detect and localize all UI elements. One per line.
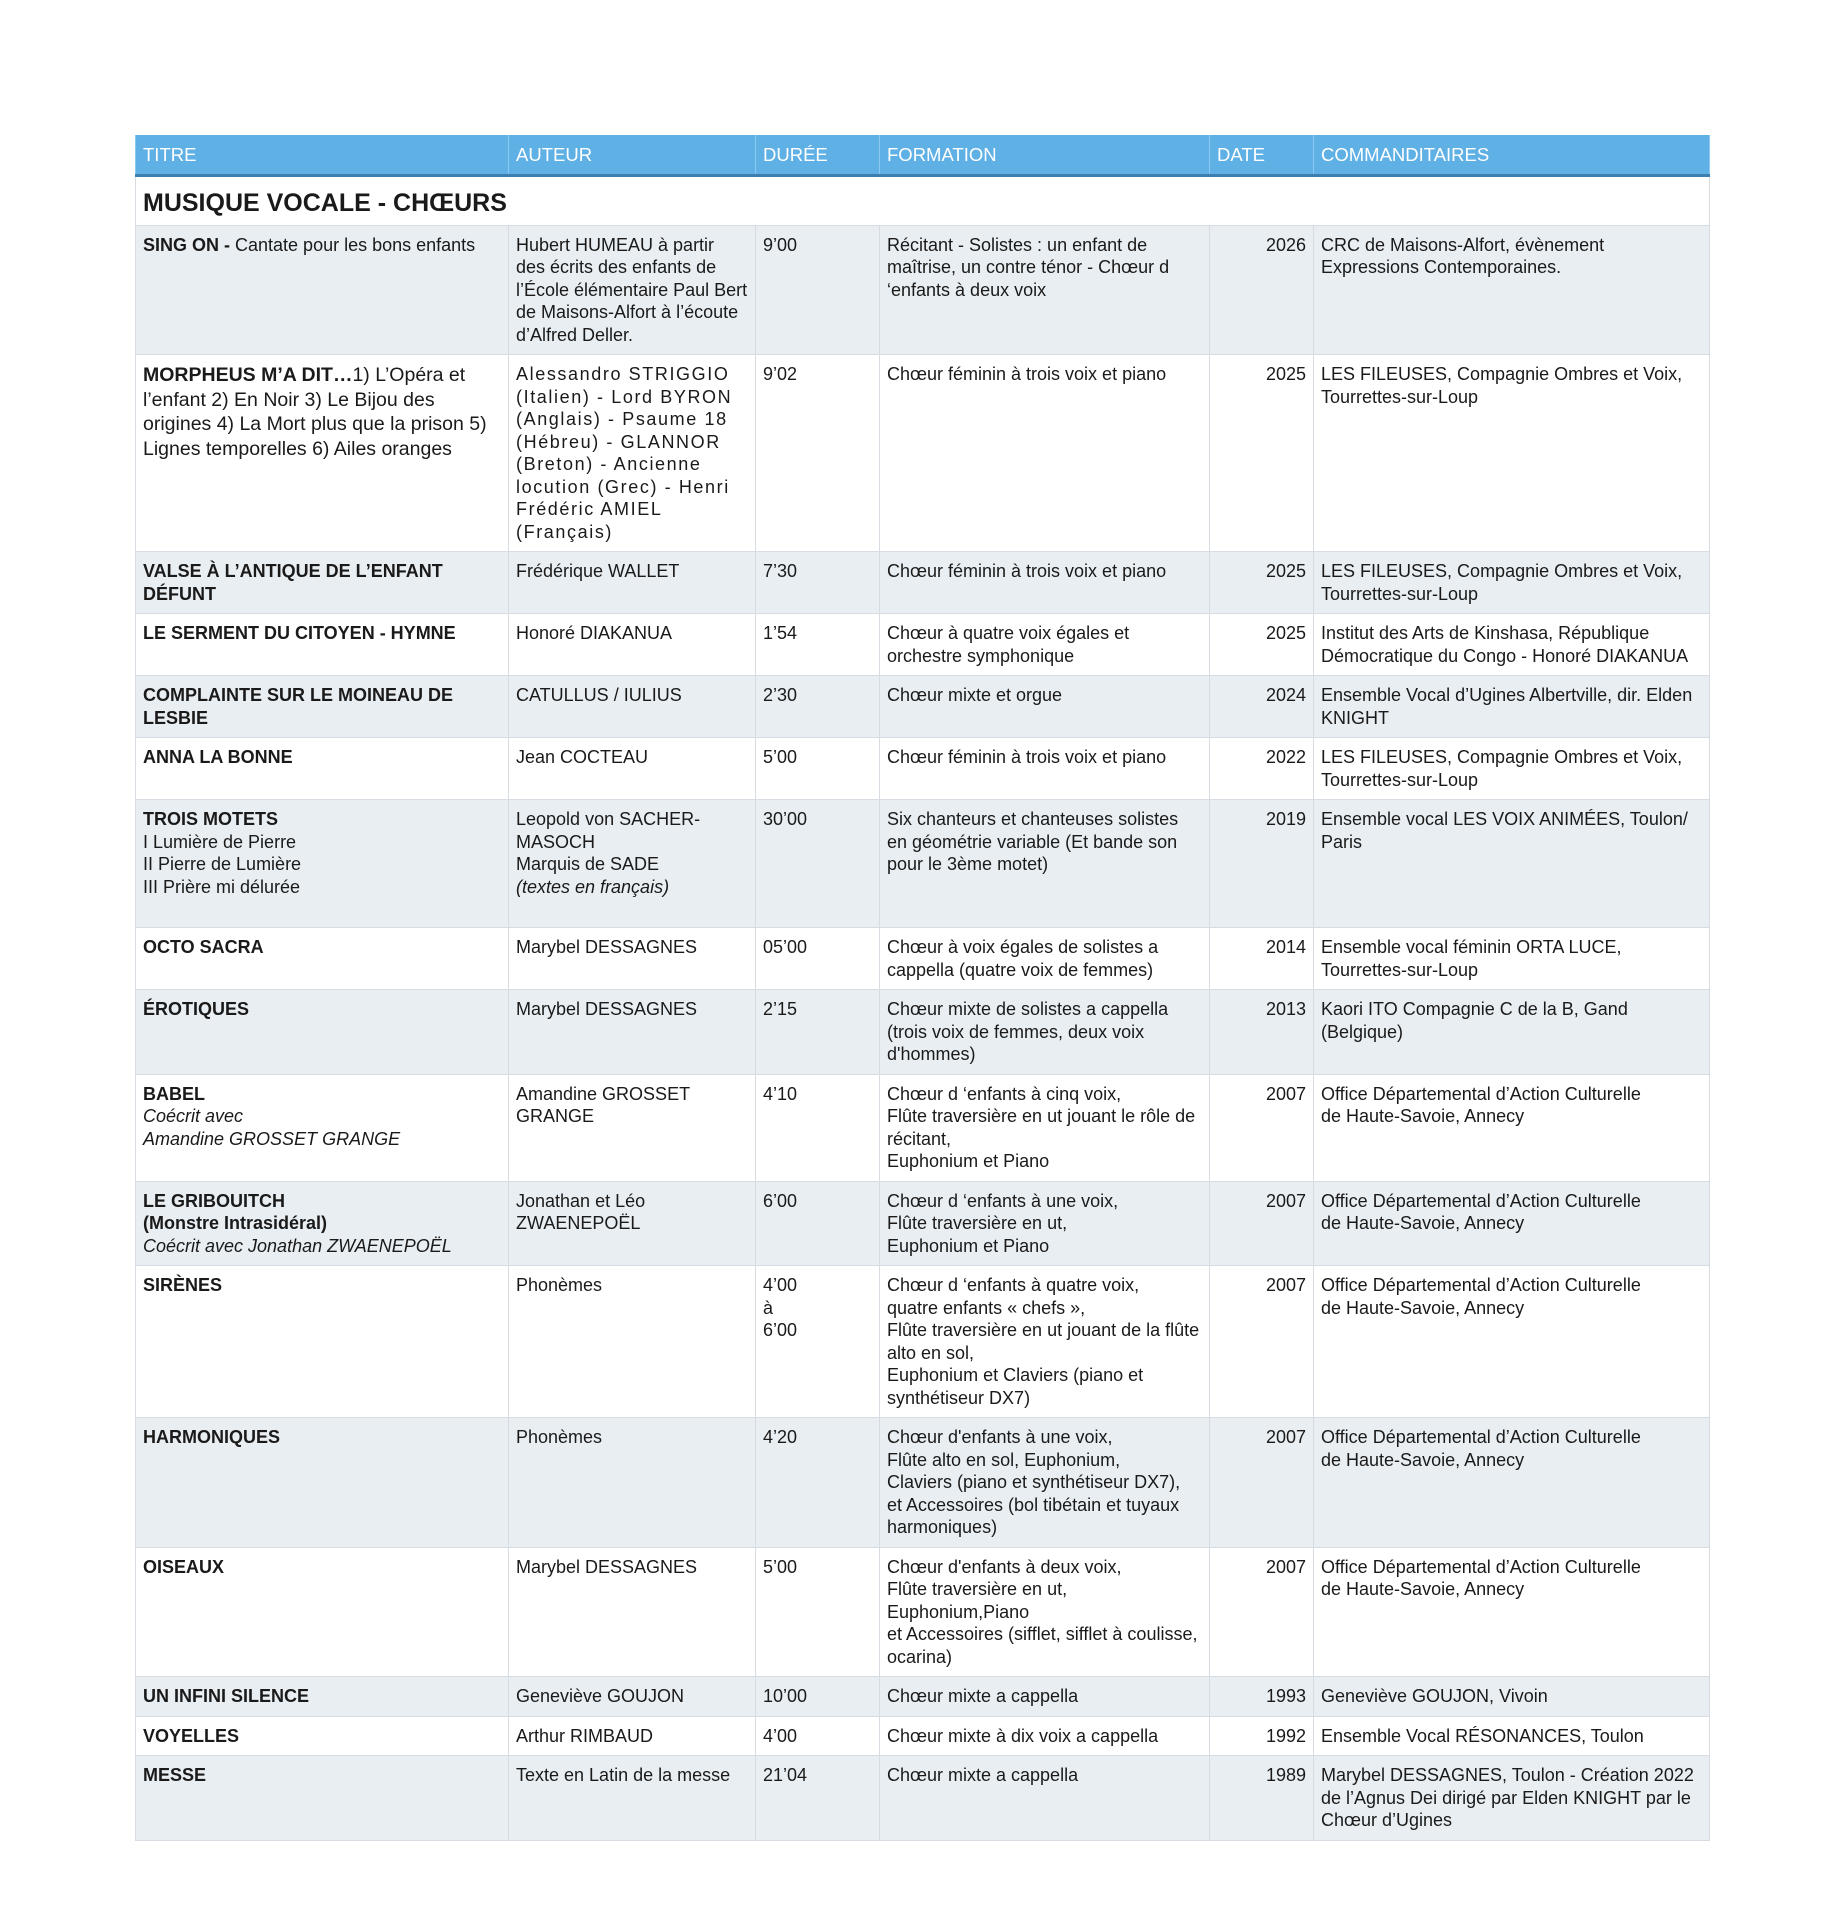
header-duree: DURÉE — [756, 135, 880, 175]
cell-formation: Chœur féminin à trois voix et piano — [880, 355, 1210, 552]
formation-line: Euphonium,Piano — [887, 1601, 1030, 1622]
table-row — [136, 1716, 1710, 1756]
table-row — [136, 1181, 1710, 1266]
table-row — [136, 355, 1710, 552]
cell-title: OCTO SACRA — [136, 928, 509, 990]
table-row — [136, 1418, 1710, 1548]
cell-author: Marybel DESSAGNES — [509, 928, 756, 990]
cell-duration: 4’00 — [756, 1716, 880, 1756]
cell-sponsor: Ensemble vocal féminin ORTA LUCE, Tourrettes-sur-Loup — [1314, 928, 1710, 990]
formation-line: quatre enfants « chefs », — [887, 1297, 1086, 1318]
table-row — [136, 676, 1710, 738]
cell-author: Honoré DIAKANUA — [509, 614, 756, 676]
duration-line: 6’00 — [763, 1320, 798, 1340]
title-bold: TROIS MOTETS — [143, 809, 278, 829]
formation-line: Claviers (piano et synthétiseur DX7), — [887, 1472, 1181, 1492]
cell-title: UN INFINI SILENCE — [136, 1677, 509, 1717]
cell-sponsor: Geneviève GOUJON, Vivoin — [1314, 1677, 1710, 1717]
title-bold: LE GRIBOUITCH — [143, 1190, 285, 1211]
sponsor-line: Office Départemental d’Action Culturelle — [1321, 1275, 1641, 1295]
cell-duration: 10’00 — [756, 1677, 880, 1717]
cell-formation — [880, 1266, 1210, 1418]
cell-author — [509, 800, 756, 928]
cell-title: ÉROTIQUES — [136, 990, 509, 1075]
cell-date: 2022 — [1210, 738, 1314, 800]
cell-title — [136, 1181, 509, 1266]
cell-sponsor: Ensemble vocal LES VOIX ANIMÉES, Toulon/ Paris — [1314, 800, 1710, 928]
cell-duration: 4’10 — [756, 1074, 880, 1181]
table-row — [136, 738, 1710, 800]
section-row — [136, 175, 1710, 225]
cell-duration — [756, 1266, 880, 1418]
cell-formation — [880, 1547, 1210, 1677]
cell-duration: 1’54 — [756, 614, 880, 676]
works-table — [135, 135, 1710, 1841]
cell-duration: 5’00 — [756, 738, 880, 800]
cell-date: 2007 — [1210, 1181, 1314, 1266]
cell-duration: 21’04 — [756, 1756, 880, 1841]
cell-title: VOYELLES — [136, 1716, 509, 1756]
cell-sponsor — [1314, 1418, 1710, 1548]
cell-author: Hubert HUMEAU à partir des écrits des enfants de l’École élémentaire Paul Bert de Maisons-Alfort à l’écoute d’Alfred Deller. — [509, 225, 756, 355]
header-titre: TITRE — [136, 135, 509, 175]
cell-sponsor — [1314, 1074, 1710, 1181]
cell-duration: 5’00 — [756, 1547, 880, 1677]
sponsor-line: de Haute-Savoie, Annecy — [1321, 1297, 1525, 1318]
cell-formation: Chœur mixte à dix voix a cappella — [880, 1716, 1210, 1756]
cell-sponsor — [1314, 1266, 1710, 1418]
title-bold: SING ON - — [143, 234, 236, 255]
table-row — [136, 1074, 1710, 1181]
title-rest: Cantate pour les bons enfants — [235, 234, 476, 255]
cell-sponsor: Ensemble Vocal d’Ugines Albertville, dir. Elden KNIGHT — [1314, 676, 1710, 738]
table-row — [136, 928, 1710, 990]
header-formation: FORMATION — [880, 135, 1210, 175]
header-date: DATE — [1210, 135, 1314, 175]
author-line: Marquis de SADE — [516, 854, 660, 874]
author-note: (textes en français) — [516, 876, 670, 897]
formation-line: Flûte traversière en ut, — [887, 1579, 1068, 1599]
cell-sponsor: LES FILEUSES, Compagnie Ombres et Voix, Tourrettes-sur-Loup — [1314, 552, 1710, 614]
cell-date: 2025 — [1210, 355, 1314, 552]
formation-line: Flûte alto en sol, Euphonium, — [887, 1449, 1121, 1470]
formation-line: Chœur d'enfants à deux voix, — [887, 1556, 1122, 1577]
cell-formation: Chœur féminin à trois voix et piano — [880, 738, 1210, 800]
formation-line: Chœur d ‘enfants à quatre voix, — [887, 1275, 1140, 1295]
sponsor-line: Office Départemental d’Action Culturelle — [1321, 1556, 1641, 1577]
cell-author: Texte en Latin de la messe — [509, 1756, 756, 1841]
cell-title — [136, 1074, 509, 1181]
cell-title: COMPLAINTE SUR LE MOINEAU DE LESBIE — [136, 676, 509, 738]
cell-author: Frédérique WALLET — [509, 552, 756, 614]
sponsor-line: de Haute-Savoie, Annecy — [1321, 1213, 1525, 1233]
cell-date: 1992 — [1210, 1716, 1314, 1756]
cell-sponsor: Ensemble Vocal RÉSONANCES, Toulon — [1314, 1716, 1710, 1756]
cell-formation: Chœur mixte a cappella — [880, 1756, 1210, 1841]
cell-sponsor: Institut des Arts de Kinshasa, République Démocratique du Congo - Honoré DIAKANUA — [1314, 614, 1710, 676]
title-note: Amandine GROSSET GRANGE — [143, 1128, 401, 1149]
title-line: I Lumière de Pierre — [143, 831, 297, 852]
table-row — [136, 225, 1710, 355]
formation-line: et Accessoires (bol tibétain et tuyaux harmoniques) — [887, 1494, 1180, 1537]
cell-date: 2007 — [1210, 1418, 1314, 1548]
cell-duration: 2’15 — [756, 990, 880, 1075]
formation-line: Chœur d ‘enfants à cinq voix, — [887, 1083, 1122, 1104]
cell-author: Marybel DESSAGNES — [509, 1547, 756, 1677]
cell-date: 2025 — [1210, 614, 1314, 676]
cell-formation: Chœur mixte a cappella — [880, 1677, 1210, 1717]
cell-title — [136, 800, 509, 928]
cell-date: 2025 — [1210, 552, 1314, 614]
cell-author: Jean COCTEAU — [509, 738, 756, 800]
cell-date: 1993 — [1210, 1677, 1314, 1717]
cell-duration: 9’00 — [756, 225, 880, 355]
cell-date: 2013 — [1210, 990, 1314, 1075]
formation-line: et Accessoires (sifflet, sifflet à coulisse, ocarina) — [887, 1624, 1198, 1667]
cell-sponsor — [1314, 1181, 1710, 1266]
cell-duration: 30’00 — [756, 800, 880, 928]
cell-duration: 4’20 — [756, 1418, 880, 1548]
cell-sponsor: LES FILEUSES, Compagnie Ombres et Voix, Tourrettes-sur-Loup — [1314, 738, 1710, 800]
cell-title: ANNA LA BONNE — [136, 738, 509, 800]
cell-date: 2026 — [1210, 225, 1314, 355]
cell-author: Phonèmes — [509, 1266, 756, 1418]
cell-formation: Six chanteurs et chanteuses solistes en géométrie variable (Et bande son pour le 3ème motet) — [880, 800, 1210, 928]
cell-formation: Chœur à quatre voix égales et orchestre symphonique — [880, 614, 1210, 676]
table-row — [136, 1547, 1710, 1677]
cell-formation — [880, 1074, 1210, 1181]
table-row — [136, 1677, 1710, 1717]
table-row — [136, 800, 1710, 928]
formation-line: Euphonium et Piano — [887, 1235, 1050, 1256]
cell-duration: 6’00 — [756, 1181, 880, 1266]
cell-duration: 05’00 — [756, 928, 880, 990]
table-header-row — [136, 135, 1710, 175]
cell-author: Alessandro STRIGGIO (Italien) - Lord BYRON (Anglais) - Psaume 18 (Hébreu) - GLANNOR (Breton) - Ancienne locution (Grec) - Henri Frédéric AMIEL (Français) — [509, 355, 756, 552]
cell-title: VALSE À L’ANTIQUE DE L’ENFANT DÉFUNT — [136, 552, 509, 614]
cell-date: 2014 — [1210, 928, 1314, 990]
cell-sponsor: Marybel DESSAGNES, Toulon - Création 2022 de l’Agnus Dei dirigé par Elden KNIGHT par le Chœur d’Ugines — [1314, 1756, 1710, 1841]
title-note: Coécrit avec Jonathan ZWAENEPOËL — [143, 1235, 452, 1256]
cell-formation: Chœur mixte et orgue — [880, 676, 1210, 738]
cell-sponsor: Kaori ITO Compagnie C de la B, Gand (Belgique) — [1314, 990, 1710, 1075]
cell-formation: Chœur féminin à trois voix et piano — [880, 552, 1210, 614]
duration-line: à — [763, 1297, 774, 1318]
title-bold: (Monstre Intrasidéral) — [143, 1213, 328, 1233]
title-note: Coécrit avec — [143, 1106, 244, 1126]
cell-author: Jonathan et Léo ZWAENEPOËL — [509, 1181, 756, 1266]
title-line: III Prière mi délurée — [143, 876, 301, 897]
cell-author: Marybel DESSAGNES — [509, 990, 756, 1075]
sponsor-line: de Haute-Savoie, Annecy — [1321, 1449, 1525, 1470]
cell-title: HARMONIQUES — [136, 1418, 509, 1548]
cell-formation — [880, 1181, 1210, 1266]
cell-formation: Chœur à voix égales de solistes a cappella (quatre voix de femmes) — [880, 928, 1210, 990]
cell-title: MESSE — [136, 1756, 509, 1841]
cell-author: Amandine GROSSET GRANGE — [509, 1074, 756, 1181]
cell-date: 2019 — [1210, 800, 1314, 928]
title-bold: BABEL — [143, 1083, 205, 1104]
formation-line: Euphonium et Piano — [887, 1151, 1050, 1171]
formation-line: Flûte traversière en ut, — [887, 1213, 1068, 1233]
table-row — [136, 990, 1710, 1075]
cell-duration: 9’02 — [756, 355, 880, 552]
cell-date: 1989 — [1210, 1756, 1314, 1841]
cell-date: 2007 — [1210, 1074, 1314, 1181]
duration-line: 4’00 — [763, 1275, 798, 1295]
author-line: Leopold von SACHER-MASOCH — [516, 809, 701, 852]
cell-title: SIRÈNES — [136, 1266, 509, 1418]
cell-title: LE SERMENT DU CITOYEN - HYMNE — [136, 614, 509, 676]
cell-sponsor — [1314, 1547, 1710, 1677]
cell-author: Arthur RIMBAUD — [509, 1716, 756, 1756]
table-row — [136, 614, 1710, 676]
sponsor-line: de Haute-Savoie, Annecy — [1321, 1579, 1525, 1599]
table-row — [136, 552, 1710, 614]
formation-line: Flûte traversière en ut jouant de la flûte alto en sol, — [887, 1320, 1200, 1363]
cell-duration: 2’30 — [756, 676, 880, 738]
cell-formation: Récitant - Solistes : un enfant de maîtrise, un contre ténor - Chœur d ‘enfants à deux voix — [880, 225, 1210, 355]
table-row — [136, 1756, 1710, 1841]
sponsor-line: Office Départemental d’Action Culturelle — [1321, 1190, 1641, 1211]
cell-duration: 7’30 — [756, 552, 880, 614]
sponsor-line: de Haute-Savoie, Annecy — [1321, 1106, 1525, 1126]
section-title: MUSIQUE VOCALE - CHŒURS — [136, 175, 1710, 225]
cell-date: 2024 — [1210, 676, 1314, 738]
formation-line: Flûte traversière en ut jouant le rôle de récitant, — [887, 1106, 1196, 1149]
header-auteur: AUTEUR — [509, 135, 756, 175]
cell-sponsor: CRC de Maisons-Alfort, évènement Expressions Contemporaines. — [1314, 225, 1710, 355]
table-row — [136, 1266, 1710, 1418]
header-commanditaires: COMMANDITAIRES — [1314, 135, 1710, 175]
formation-line: Euphonium et Claviers (piano et synthétiseur DX7) — [887, 1365, 1144, 1408]
cell-formation: Chœur mixte de solistes a cappella (trois voix de femmes, deux voix d'hommes) — [880, 990, 1210, 1075]
cell-date: 2007 — [1210, 1547, 1314, 1677]
cell-formation — [880, 1418, 1210, 1548]
title-line: II Pierre de Lumière — [143, 854, 302, 874]
cell-title — [136, 225, 509, 355]
formation-line: Chœur d'enfants à une voix, — [887, 1427, 1113, 1447]
cell-sponsor: LES FILEUSES, Compagnie Ombres et Voix, Tourrettes-sur-Loup — [1314, 355, 1710, 552]
formation-line: Chœur d ‘enfants à une voix, — [887, 1190, 1119, 1211]
cell-title — [136, 355, 509, 552]
cell-title: OISEAUX — [136, 1547, 509, 1677]
title-rest: 1) L’Opéra et l’enfant 2) En Noir 3) Le Bijou des origines 4) La Mort plus que la prison 5) Lignes temporelles 6) Ailes oranges — [143, 364, 487, 460]
sponsor-line: Office Départemental d’Action Culturelle — [1321, 1427, 1641, 1447]
cell-date: 2007 — [1210, 1266, 1314, 1418]
cell-author: Geneviève GOUJON — [509, 1677, 756, 1717]
title-bold: MORPHEUS M’A DIT… — [143, 364, 353, 386]
cell-author: Phonèmes — [509, 1418, 756, 1548]
sponsor-line: Office Départemental d’Action Culturelle — [1321, 1083, 1641, 1104]
cell-author: CATULLUS / IULIUS — [509, 676, 756, 738]
